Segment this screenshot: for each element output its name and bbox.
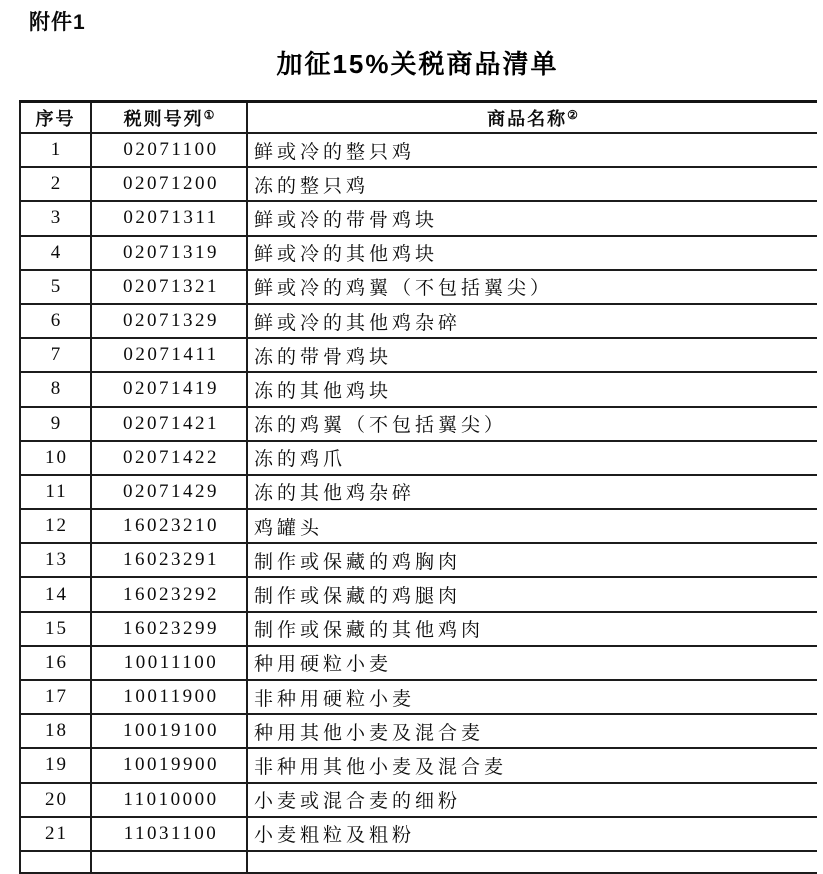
- name-cell: 鲜或冷的其他鸡杂碎: [247, 304, 817, 338]
- serial-cell: 15: [20, 612, 91, 646]
- name-cell: 冻的其他鸡块: [247, 372, 817, 406]
- code-cell: 02071319: [91, 236, 247, 270]
- code-cell: 16023299: [91, 612, 247, 646]
- table-row: [20, 133, 817, 167]
- code-cell: 02071311: [91, 201, 247, 235]
- name-cell: 种用其他小麦及混合麦: [247, 714, 817, 748]
- serial-cell: 18: [20, 714, 91, 748]
- table-row: [20, 236, 817, 270]
- code-cell: 10019900: [91, 748, 247, 782]
- table-header: [20, 102, 817, 134]
- serial-cell: 10: [20, 441, 91, 475]
- serial-cell: 11: [20, 475, 91, 509]
- name-cell: 冻的鸡翼（不包括翼尖）: [247, 407, 817, 441]
- table-row: [20, 475, 817, 509]
- code-cell: 02071321: [91, 270, 247, 304]
- table-row-partial: [20, 851, 817, 873]
- code-cell: 02071419: [91, 372, 247, 406]
- table-row: [20, 612, 817, 646]
- code-cell: 02071422: [91, 441, 247, 475]
- code-cell: 11031100: [91, 817, 247, 851]
- table-body: [20, 133, 817, 851]
- name-cell: 种用硬粒小麦: [247, 646, 817, 680]
- column-header-serial-label: 序号: [35, 108, 76, 129]
- serial-cell: 8: [20, 372, 91, 406]
- table-row: [20, 338, 817, 372]
- column-header-serial: [20, 102, 91, 134]
- code-cell: 10019100: [91, 714, 247, 748]
- footnote-marker-1: ①: [203, 107, 215, 122]
- code-cell: 10011900: [91, 680, 247, 714]
- code-cell: 02071429: [91, 475, 247, 509]
- attachment-label: 附件1: [29, 11, 86, 34]
- name-cell: 制作或保藏的其他鸡肉: [247, 612, 817, 646]
- serial-cell: 6: [20, 304, 91, 338]
- serial-cell: 20: [20, 783, 91, 817]
- serial-cell: 12: [20, 509, 91, 543]
- code-cell-empty: [91, 851, 247, 873]
- name-cell: 制作或保藏的鸡胸肉: [247, 543, 817, 577]
- table-row: [20, 304, 817, 338]
- name-cell: 鲜或冷的整只鸡: [247, 133, 817, 167]
- name-cell: 非种用其他小麦及混合麦: [247, 748, 817, 782]
- name-cell: 冻的其他鸡杂碎: [247, 475, 817, 509]
- table-row: [20, 543, 817, 577]
- code-cell: 16023210: [91, 509, 247, 543]
- table-row: [20, 407, 817, 441]
- table-row: [20, 509, 817, 543]
- name-cell-empty: [247, 851, 817, 873]
- column-header-code-label: 税则号列: [123, 108, 204, 129]
- serial-cell-empty: [20, 851, 91, 873]
- serial-cell: 1: [20, 133, 91, 167]
- code-cell: 16023292: [91, 577, 247, 611]
- serial-cell: 7: [20, 338, 91, 372]
- serial-cell: 5: [20, 270, 91, 304]
- column-header-name: [247, 102, 817, 134]
- name-cell: 小麦或混合麦的细粉: [247, 783, 817, 817]
- serial-cell: 4: [20, 236, 91, 270]
- name-cell: 冻的整只鸡: [247, 167, 817, 201]
- code-cell: 16023291: [91, 543, 247, 577]
- table-row: [20, 577, 817, 611]
- table-row: [20, 270, 817, 304]
- name-cell: 鲜或冷的鸡翼（不包括翼尖）: [247, 270, 817, 304]
- serial-cell: 2: [20, 167, 91, 201]
- serial-cell: 16: [20, 646, 91, 680]
- name-cell: 制作或保藏的鸡腿肉: [247, 577, 817, 611]
- tariff-table: [19, 100, 817, 874]
- name-cell: 鸡罐头: [247, 509, 817, 543]
- name-cell: 鲜或冷的带骨鸡块: [247, 201, 817, 235]
- serial-cell: 17: [20, 680, 91, 714]
- code-cell: 02071411: [91, 338, 247, 372]
- table-row: [20, 646, 817, 680]
- code-cell: 02071421: [91, 407, 247, 441]
- serial-cell: 3: [20, 201, 91, 235]
- column-header-name-label: 商品名称: [487, 108, 568, 129]
- serial-cell: 19: [20, 748, 91, 782]
- code-cell: 02071100: [91, 133, 247, 167]
- footnote-marker-2: ②: [567, 107, 578, 122]
- table-row: [20, 372, 817, 406]
- table-row: [20, 817, 817, 851]
- table-row: [20, 783, 817, 817]
- code-cell: 11010000: [91, 783, 247, 817]
- name-cell: 小麦粗粒及粗粉: [247, 817, 817, 851]
- table-row: [20, 714, 817, 748]
- code-cell: 02071200: [91, 167, 247, 201]
- table-row: [20, 680, 817, 714]
- serial-cell: 13: [20, 543, 91, 577]
- table-row: [20, 201, 817, 235]
- column-header-code: [91, 102, 247, 134]
- name-cell: 冻的鸡爪: [247, 441, 817, 475]
- table-row: [20, 748, 817, 782]
- page-title: 加征15%关税商品清单: [276, 49, 559, 79]
- serial-cell: 14: [20, 577, 91, 611]
- serial-cell: 21: [20, 817, 91, 851]
- name-cell: 冻的带骨鸡块: [247, 338, 817, 372]
- table-body-partial: [20, 851, 817, 873]
- header-row: [20, 102, 817, 134]
- table-row: [20, 441, 817, 475]
- code-cell: 02071329: [91, 304, 247, 338]
- code-cell: 10011100: [91, 646, 247, 680]
- table-row: [20, 167, 817, 201]
- name-cell: 非种用硬粒小麦: [247, 680, 817, 714]
- serial-cell: 9: [20, 407, 91, 441]
- name-cell: 鲜或冷的其他鸡块: [247, 236, 817, 270]
